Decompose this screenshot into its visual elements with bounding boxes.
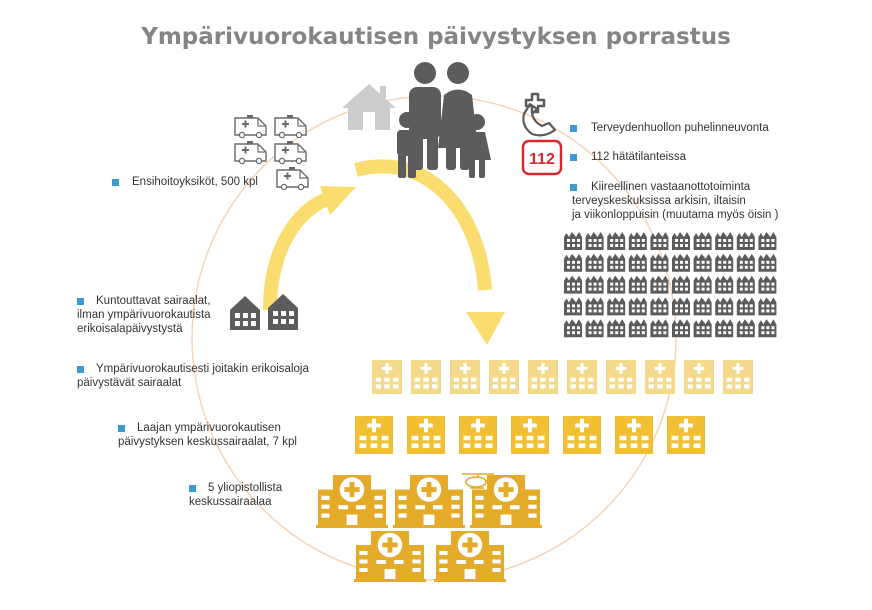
health-center-icon (715, 276, 733, 294)
health-center-icon (672, 232, 690, 250)
health-center-icon (650, 319, 668, 337)
health-center-icon (607, 254, 625, 272)
health-center-icon (607, 297, 625, 315)
hospital-icon (567, 360, 597, 394)
label-ambulances: Ensihoitoyksiköt, 500 kpl (132, 176, 258, 188)
ambulance-icon (275, 141, 306, 164)
hospital-icon (645, 360, 675, 394)
health-center-icon (607, 319, 625, 337)
health-center-icon (737, 319, 755, 337)
hospital-icon (667, 416, 705, 454)
health-center-icon (758, 254, 776, 272)
label-urgent-line-2: terveyskeskuksissa arkisin, iltaisin (572, 195, 746, 207)
health-center-icon (694, 254, 712, 272)
hospital-icon (489, 360, 519, 394)
hospital-icon (450, 360, 480, 394)
central-hospital-row (355, 416, 705, 454)
label-central-line-2: päivystyksen keskussairaalat, 7 kpl (118, 436, 297, 448)
hospital-icon (723, 360, 753, 394)
label-university-line-1: 5 yliopistollista (208, 482, 283, 494)
hospital-icon (615, 416, 653, 454)
label-university-line-2: keskussairaalaa (189, 496, 272, 508)
bullet-ambulance (112, 179, 119, 186)
health-center-icon (629, 297, 647, 315)
emergency-112-icon (523, 141, 561, 174)
label-urgent-line-3: ja viikonloppuisin (muutama myös öisin ) (572, 209, 779, 221)
label-central-hospitals (118, 421, 297, 449)
health-center-icon (650, 232, 668, 250)
label-urgent-line-1: Kiireellinen vastaanottotoiminta (591, 181, 751, 193)
health-center-icon (564, 297, 582, 315)
health-center-icon (694, 232, 712, 250)
health-center-icon (607, 232, 625, 250)
health-center-icon (694, 319, 712, 337)
hospital-icon (511, 416, 549, 454)
health-center-icon (586, 254, 604, 272)
health-center-icon (758, 297, 776, 315)
health-center-icon (672, 297, 690, 315)
health-center-icon (629, 319, 647, 337)
label-112: 112 hätätilanteissa (591, 151, 687, 163)
label-specialties-line-1: Ympärivuorokautisesti joitakin erikoisaloja (96, 363, 309, 375)
university-hospital-group (316, 475, 542, 582)
label-some-specialties (77, 362, 309, 390)
health-center-icon (758, 232, 776, 250)
health-center-icon (737, 254, 755, 272)
health-center-icon (564, 254, 582, 272)
label-specialties-line-2: päivystävät sairaalat (77, 377, 182, 389)
ambulance-icon (277, 167, 308, 190)
hospital-icon (411, 360, 441, 394)
health-center-icon (650, 254, 668, 272)
hospital-icon (393, 475, 465, 528)
label-rehab-line-2: ilman ympärivuorokautista (77, 309, 211, 321)
hospital-icon (434, 531, 506, 582)
hospital-icon (563, 416, 601, 454)
health-center-icon (715, 319, 733, 337)
health-center-icon (629, 276, 647, 294)
family-icon (397, 62, 491, 178)
hospital-icon (372, 360, 402, 394)
label-phone-advice: Terveydenhuollon puhelinneuvonta (591, 122, 769, 134)
badge-112-text: 112 (529, 151, 555, 168)
hospital-icon (606, 360, 636, 394)
health-center-icon (715, 297, 733, 315)
ambulance-icon (235, 141, 266, 164)
hospital-icon (459, 416, 497, 454)
health-center-icon (564, 276, 582, 294)
label-rehab-hospitals (77, 294, 211, 336)
health-center-icon (758, 276, 776, 294)
health-center-icon (694, 276, 712, 294)
hospital-icon (355, 416, 393, 454)
label-urgent-care (572, 180, 778, 222)
label-rehab-line-1: Kuntouttavat sairaalat, (96, 295, 211, 307)
health-center-icon (629, 254, 647, 272)
health-center-icon (586, 276, 604, 294)
health-center-icon (672, 276, 690, 294)
health-center-icon (564, 232, 582, 250)
hospital-icon (470, 475, 542, 528)
label-rehab-line-3: erikoisalapäivystystä (77, 323, 183, 335)
health-center-icon (607, 276, 625, 294)
health-center-icon (564, 319, 582, 337)
hospital-icon (528, 360, 558, 394)
health-center-icon (586, 232, 604, 250)
health-center-icon (629, 232, 647, 250)
health-center-icon (650, 276, 668, 294)
hospital-icon (684, 360, 714, 394)
health-center-icon (650, 297, 668, 315)
health-center-icon (715, 232, 733, 250)
house-icon (342, 84, 396, 130)
specialty-hospital-row (372, 360, 753, 394)
page-title: Ympärivuorokautisen päivystyksen porrastus (141, 24, 731, 50)
label-central-line-1: Laajan ympärivuorokautisen (137, 422, 281, 434)
health-center-icon (586, 297, 604, 315)
health-center-icon (737, 276, 755, 294)
health-center-icon (758, 319, 776, 337)
bullet-phone (570, 125, 577, 132)
health-center-icon (672, 254, 690, 272)
health-center-icon (715, 254, 733, 272)
label-university-hospitals (189, 481, 282, 509)
health-center-icon (737, 232, 755, 250)
bullet-emergency (570, 154, 577, 161)
hospital-icon (354, 531, 426, 582)
health-center-icon (737, 297, 755, 315)
rehab-hospital-icon (230, 296, 260, 330)
cycle-arrow-icon (270, 166, 505, 345)
hospital-icon (407, 416, 445, 454)
hospital-icon (316, 475, 388, 528)
ambulance-icon (275, 115, 306, 138)
ambulance-icon (235, 115, 266, 138)
health-center-icon (694, 297, 712, 315)
health-center-icon (586, 319, 604, 337)
health-center-icon (672, 319, 690, 337)
